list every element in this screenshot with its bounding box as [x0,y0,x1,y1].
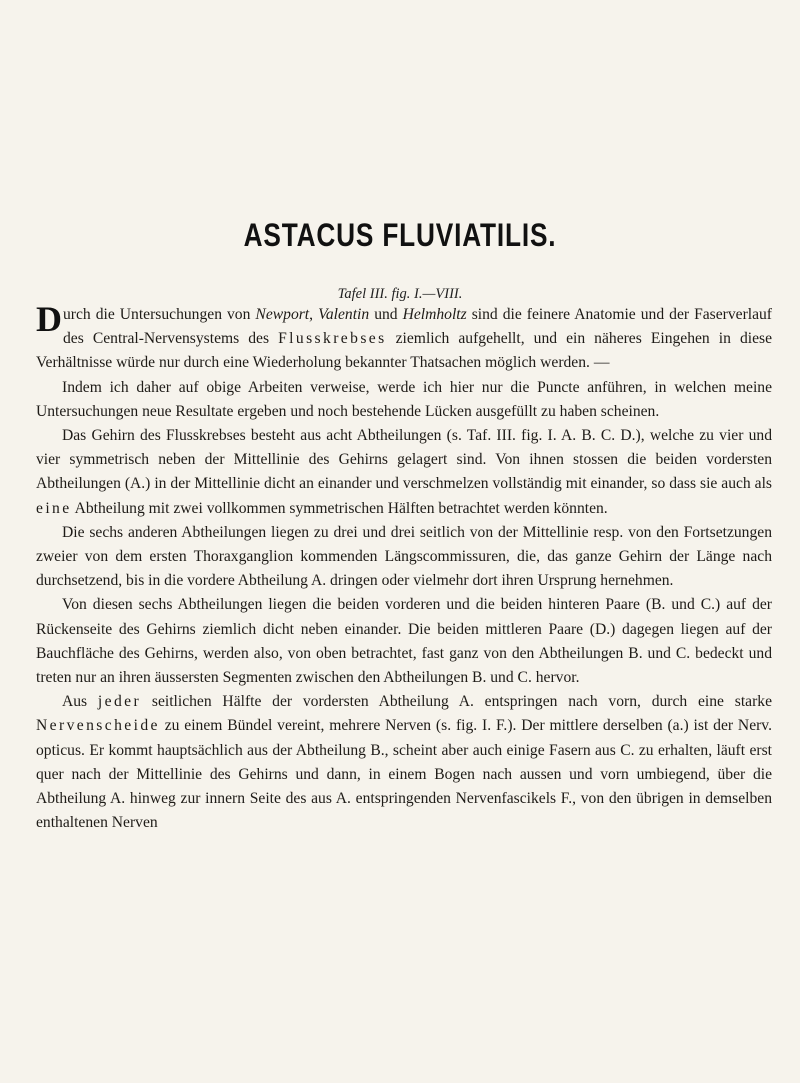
emphasis-nervenscheide: Nervenscheide [36,717,160,735]
author-valentin: Valentin [318,306,370,323]
emphasis-jeder: jeder [97,693,142,711]
paragraph-3: Das Gehirn des Flusskrebses besteht aus acht Abtheilungen (s. Taf. III. fig. I. A. B. C. D.), welche zu vier und vier symmetrisch neben der Mittellinie des Gehirns gelagert sind. Von ihnen stossen die beiden vordersten Abtheilungen (A.) in der Mittellinie dicht an einander und verschmelzen vollständig mit einander, so dass sie auch als eine Abtheilung mit zwei vollkommen symmetrischen Hälften betrachtet werden könnten. [36,427,772,517]
paragraph-1: Durch die Untersuchungen von Newport, Valentin und Helmholtz sind die feinere Anatomie und der Faserverlauf des Central-Nervensystems des Flusskrebses ziemlich aufgehellt, und ein näheres Eingehen in diese Verhältnisse würde nur durch eine Wiederholung bekannter Thatsachen möglich werden. — [36,299,772,372]
emphasis-flusskrebses: Flusskrebses [278,330,387,348]
paragraph-4: Die sechs anderen Abtheilungen liegen zu drei und drei seitlich von der Mittellinie resp. von den Fortsetzungen zweier von dem ersten Thoraxganglion kommenden Längscommissuren, die, das ganze Gehirn der Länge nach durchsetzend, bis in die vordere Abtheilung A. dringen oder vielmehr dort ihren Ursprung hernehmen. [36,523,772,590]
body-text [36,299,772,835]
emphasis-eine: eine [36,499,72,517]
page-title: ASTACUS FLUVIATILIS. [243,217,557,253]
paragraph-2: Indem ich daher auf obige Arbeiten verweise, werde ich hier nur die Puncte anführen, in welchen meine Untersuchungen neue Resultate ergeben und noch bestehende Lücken ausgefüllt zu haben scheinen. [36,378,772,420]
paragraph-5: Von diesen sechs Abtheilungen liegen die beiden vorderen und die beiden hinteren Paare (B. und C.) auf der Rückenseite des Gehirns ziemlich dicht neben einander. Die beiden mittleren Paare (D.) dagegen liegen auf der Bauchfläche des Gehirns, werden also, von oben betrachtet, fast ganz von den Abtheilungen B. und C. bedeckt und treten nur an ihren äussersten Segmenten zwischen den Abtheilungen B. und C. hervor. [36,596,772,687]
plate-reference: Tafel III. fig. I.—VIII. [337,286,463,302]
author-newport: Newport [255,306,310,323]
drop-cap: D [36,299,62,339]
author-helmholtz: Helmholtz [402,306,467,323]
paragraph-6: Aus jeder seitlichen Hälfte der vordersten Abtheilung A. entspringen nach vorn, durch eine starke Nervenscheide zu einem Bündel vereint, mehrere Nerven (s. fig. I. F.). Der mittlere derselben (a.) ist der Nerv. opticus. Er kommt hauptsächlich aus der Abtheilung B., scheint aber auch einige Fasern aus C. zu erhalten, läuft erst quer nach der Mittellinie des Gehirns und dann, in einem Bogen nach aussen und vorn umbiegend, über die Abtheilung A. hinweg zur innern Seite des aus A. entspringenden Nervenfascikels F., von den übrigen in demselben enthaltenen Nerven [36,693,772,832]
